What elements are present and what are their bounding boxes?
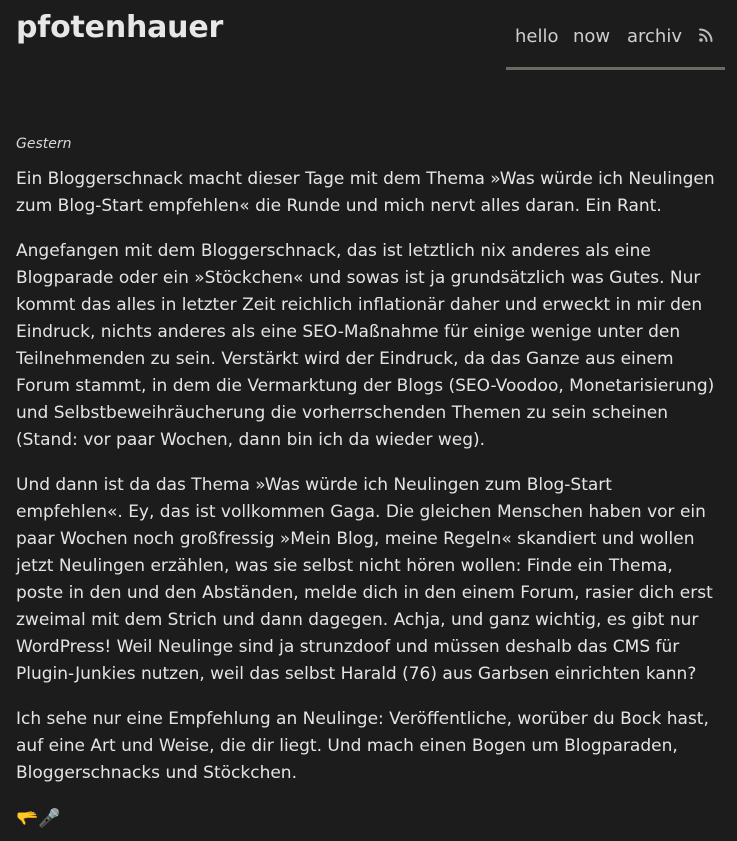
- rss-icon[interactable]: [699, 28, 713, 42]
- nav-link-hello[interactable]: hello: [515, 26, 559, 47]
- main-navigation: [506, 18, 725, 70]
- nav-link-archiv[interactable]: archiv: [627, 26, 682, 47]
- post-paragraph-4: Ich sehe nur eine Empfehlung an Neulinge: Veröffentliche, worüber du Bock hast, auf eine Art und Weise, die dir liegt. Und mach einen Bogen um Blogparaden, Bloggerschnacks und Stöckchen.: [16, 709, 709, 783]
- post-date: Gestern: [16, 136, 72, 152]
- post-content: [16, 166, 722, 841]
- nav-link-now[interactable]: now: [573, 26, 611, 47]
- post-paragraph-1: Ein Bloggerschnack macht dieser Tage mit dem Thema »Was würde ich Neulingen zum Blog-Start empfehlen« die Runde und mich nervt alles daran. Ein Rant.: [16, 169, 715, 216]
- site-title[interactable]: pfotenhauer: [16, 10, 224, 45]
- mic-drop-emoji: 🫳🎤: [16, 808, 61, 829]
- post-paragraph-2: Angefangen mit dem Bloggerschnack, das ist letztlich nix anderes als eine Blogparade oder ein »Stöckchen« und sowas ist ja grundsätzlich was Gutes. Nur kommt das alles in letzter Zeit reichlich inflationär daher und erweckt in mir den Eindruck, nichts anderes als eine SEO-Maßnahme für einige wenige unter den Teilnehmenden zu sein. Verstärkt wird der Eindruck, da das Ganze aus einem Forum stammt, in dem die Vermarktung der Blogs (SEO-Voodoo, Monetarisierung) und Selbstbeweihräucherung die vorherrschenden Themen zu sein scheinen (Stand: vor paar Wochen, dann bin ich da wieder weg).: [16, 241, 715, 450]
- post-paragraph-3: Und dann ist da das Thema »Was würde ich Neulingen zum Blog-Start empfehlen«. Ey, das ist vollkommen Gaga. Die gleichen Menschen haben vor ein paar Wochen noch großfressig »Mein Blog, meine Regeln« skandiert und wollen jetzt Neulingen erzählen, was sie selbst nicht hören wollen: Finde ein Thema, poste in den und den Abständen, melde dich in den einem Forum, rasier dich erst zweimal mit dem Strich und dann dagegen. Achja, und ganz wichtig, es gibt nur WordPress! Weil Neulinge sind ja strunzdoof und müssen deshalb das CMS für Plugin-Junkies nutzen, weil das selbst Harald (76) aus Garbsen einrichten kann?: [16, 475, 713, 684]
